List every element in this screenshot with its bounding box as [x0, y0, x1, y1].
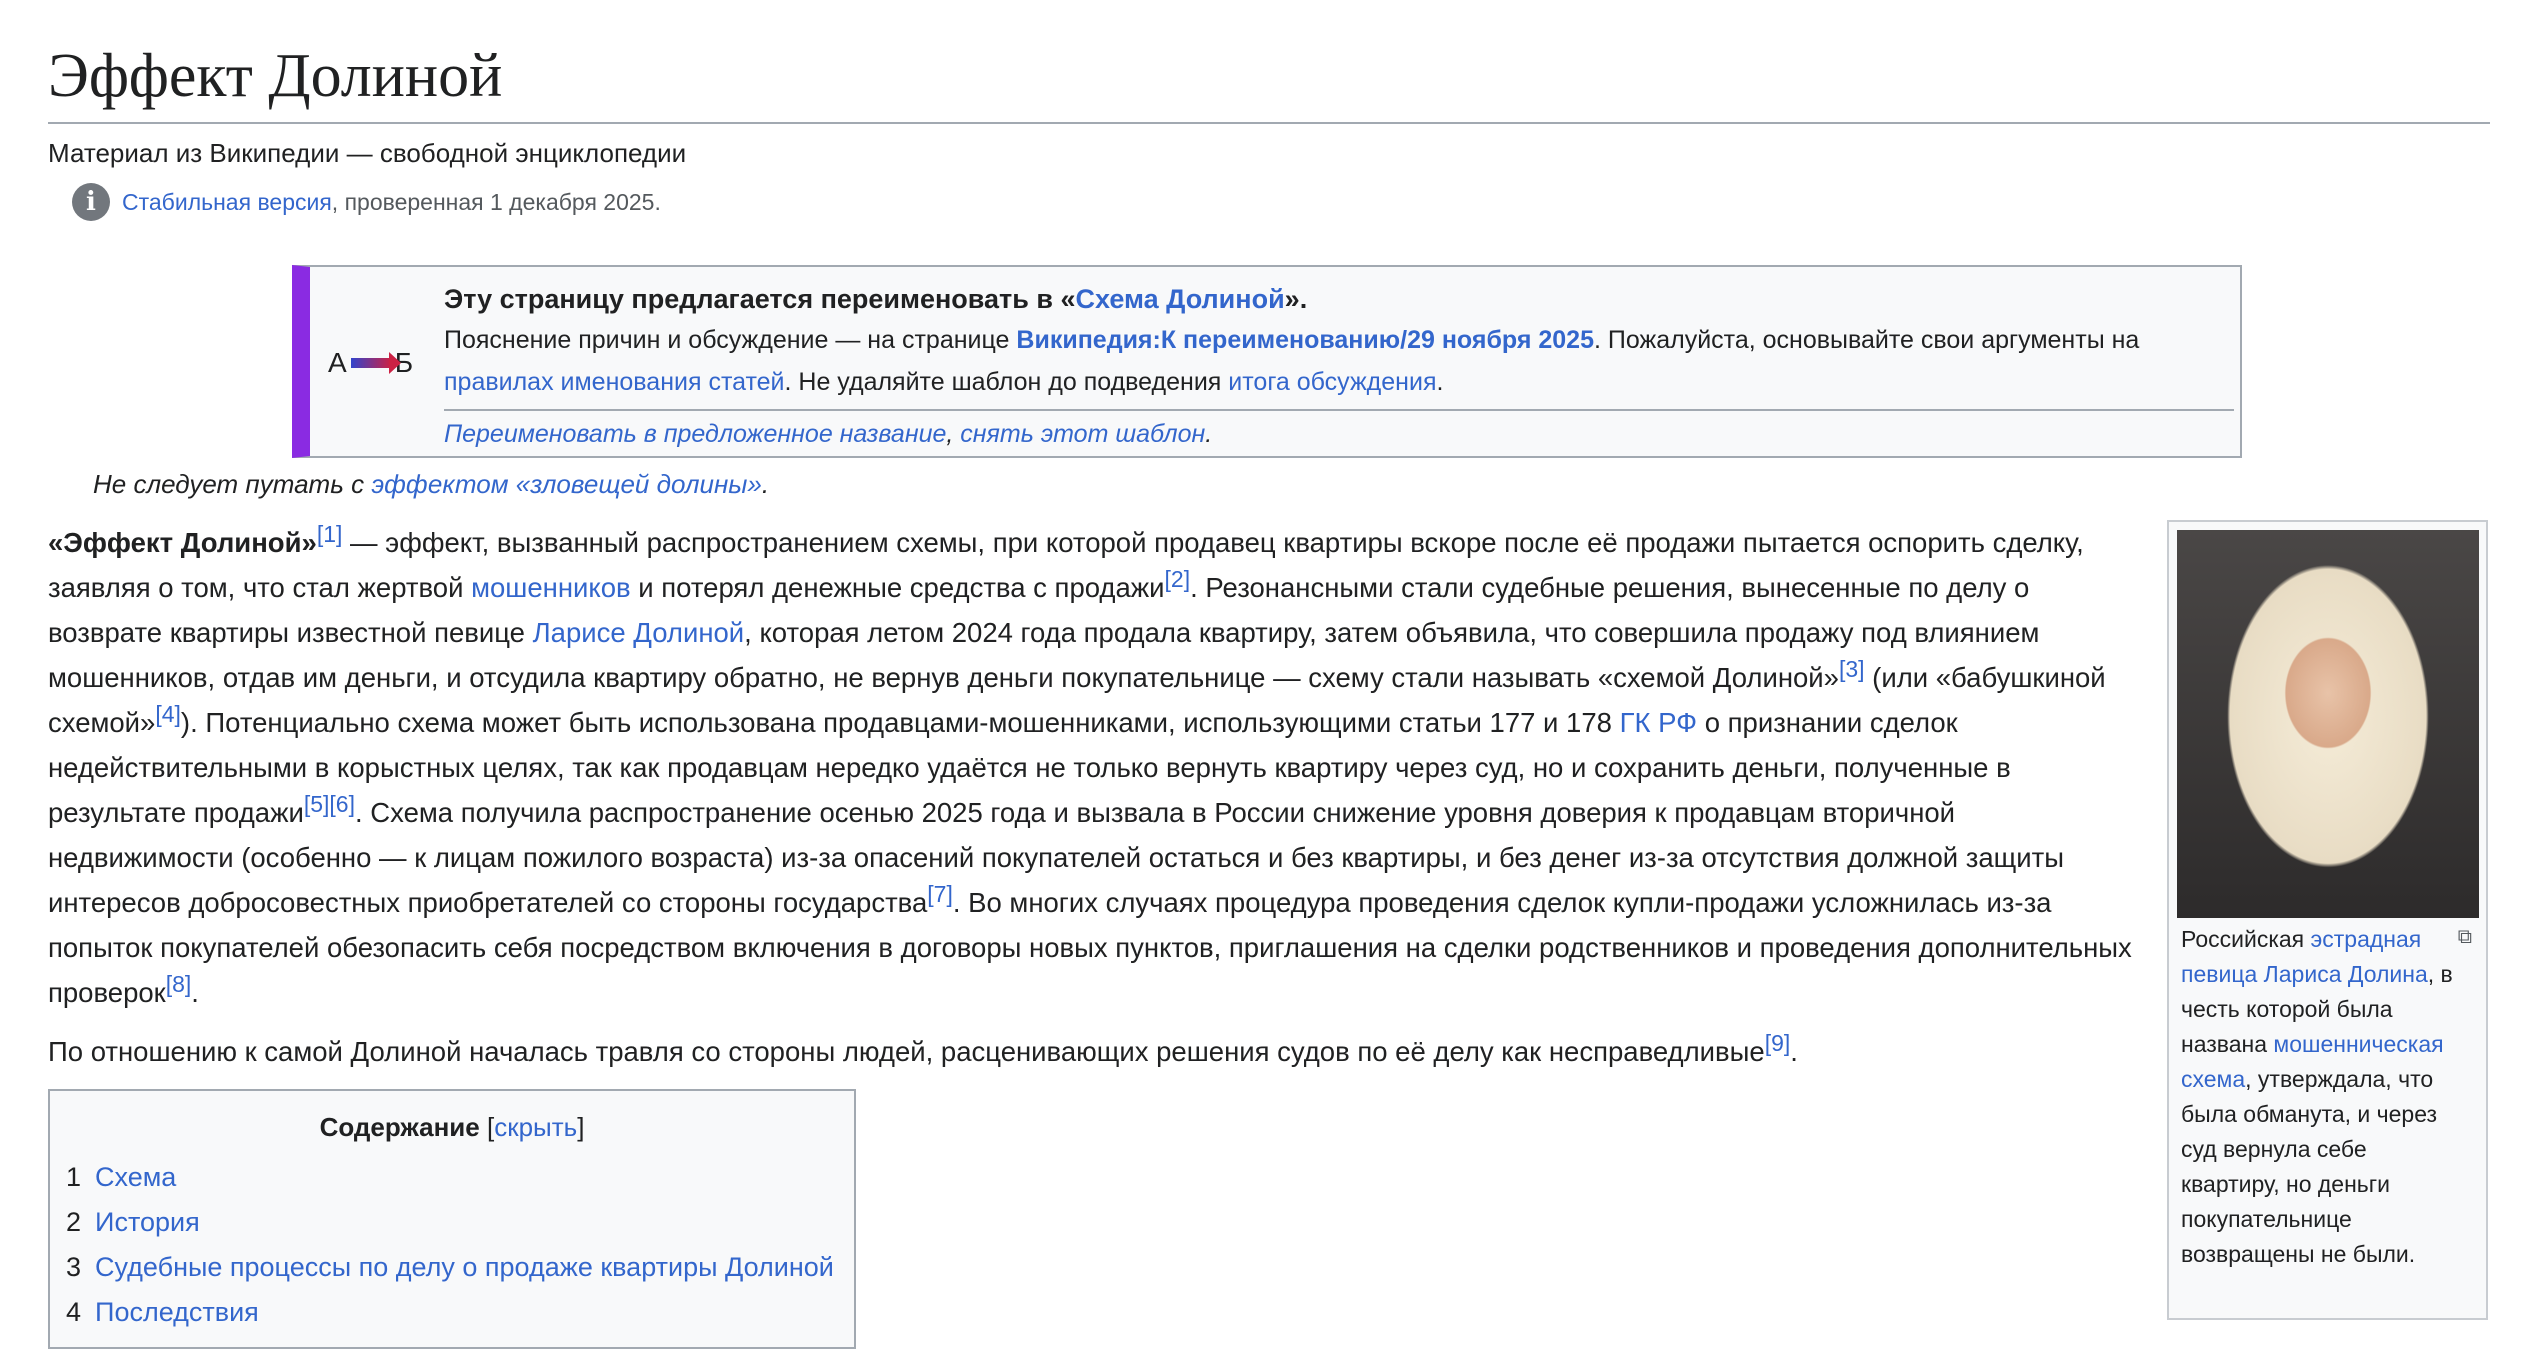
tagline: Материал из Википедии — свободной энциклопедии: [48, 138, 687, 168]
toc-hide-link[interactable]: скрыть: [494, 1112, 578, 1142]
pop-singer-link[interactable]: эстрадная певица: [2181, 926, 2422, 987]
arrow-right-icon: [351, 358, 391, 368]
stable-version-text: , проверенная 1 декабря 2025.: [331, 189, 661, 215]
ref-2[interactable]: [2]: [1164, 565, 1191, 592]
ref-5[interactable]: [5]: [303, 790, 330, 817]
civil-code-link[interactable]: ГК РФ: [1619, 707, 1698, 738]
ref-9[interactable]: [9]: [1764, 1029, 1791, 1056]
hatnote: Не следует путать с эффектом «зловещей долины».: [93, 469, 770, 499]
discussion-result-link[interactable]: итога обсуждения: [1228, 368, 1437, 396]
infobox-photo[interactable]: [2177, 530, 2479, 918]
rename-description: Пояснение причин и обсуждение — на странице Википедия:К переименованию/29 ноября 2025. Пожалуйста, основывайте свои аргументы на правилах именования статей. Не удаляйте шаблон до подведения итога обсуждения.: [444, 326, 2140, 396]
page-title: Эффект Долиной: [48, 36, 2490, 124]
article-lead: [48, 520, 2138, 1088]
rename-proposal-box: [292, 265, 2242, 458]
discussion-page-link[interactable]: Википедия:К переименованию/29 ноября 2025: [1016, 326, 1594, 354]
remove-template-link[interactable]: снять этот шаблон: [960, 420, 1206, 448]
larisa-dolina-link[interactable]: Ларисе Долиной: [532, 617, 745, 648]
rename-action-link[interactable]: Переименовать в предложенное название: [444, 420, 947, 448]
ref-8[interactable]: [8]: [165, 970, 192, 997]
table-of-contents: [48, 1089, 856, 1349]
fraud-scheme-link[interactable]: мошенническая схема: [2181, 1031, 2444, 1092]
ref-1[interactable]: [1]: [316, 520, 343, 547]
rename-heading: Эту страницу предлагается переименовать в «Схема Долиной».: [444, 284, 1308, 314]
toc-item[interactable]: 3 Судебные процессы по делу о продаже квартиры Долиной: [66, 1252, 834, 1282]
lead-paragraph-1: «Эффект Долиной»[1] — эффект, вызванный распространением схемы, при которой продавец квартиры вскоре после её продажи пытается оспорить сделку, заявляя о том, что стал жертвой мошенников и потерял денежные средства с продажи[2]. Резонансными стали судебные решения, вынесенные по делу о возврате квартиры известной певице Ларисе Долиной, которая летом 2024 года продала квартиру, затем объявила, что совершила продажу под влиянием мошенников, отдав им деньги, и отсудила квартиру обратно, не вернув деньги покупательнице — схему стали называть «схемой Долиной»[3] (или «бабушкиной схемой»[4]). Потенциально схема может быть использована продавцами-мошенниками, использующими статьи 177 и 178 ГК РФ о признании сделок недействительными в корыстных целях, так как продавцам нередко удаётся не только вернуть квартиру через суд, но и сохранить деньги, полученные в результате продажи[5][6]. Схема получила распространение осенью 2025 года и вызвала в России снижение уровня доверия к продавцам вторичной недвижимости (особенно — к лицам пожилого возраста) из-за опасений покупателей остаться и без квартиры, и без денег из-за отсутствия должной защиты интересов добросовестных приобретателей со стороны государства[7]. Во многих случаях процедура проведения сделок купли-продажи усложнилась из-за попыток покупателей обезопасить себя посредством включения в договоры новых пунктов, приглашения на сделки родственников и проведения дополнительных проверок[8].: [48, 520, 2132, 1008]
stable-version-link[interactable]: Стабильная версия: [122, 189, 332, 215]
ref-4[interactable]: [4]: [155, 700, 181, 727]
infobox-caption: Российская эстрадная певица Лариса Долина, в честь которой была названа мошенническая схема, утверждала, что была обманута, и через суд вернула себе квартиру, но деньги покупательнице возвращены не были.: [2181, 926, 2453, 1267]
enlarge-icon[interactable]: ⧉: [2457, 926, 2472, 948]
rename-actions: Переименовать в предложенное название, снять этот шаблон.: [444, 420, 1213, 448]
info-icon: i: [72, 183, 110, 221]
uncanny-valley-link[interactable]: эффектом «зловещей долины»: [371, 469, 762, 499]
toc-item[interactable]: 4 Последствия: [66, 1297, 259, 1327]
naming-rules-link[interactable]: правилах именования статей: [444, 368, 785, 396]
toc-item[interactable]: 2 История: [66, 1207, 200, 1237]
ref-7[interactable]: [7]: [927, 880, 953, 907]
lead-paragraph-2: По отношению к самой Долиной началась травля со стороны людей, расценивающих решения судов по её делу как несправедливые[9].: [48, 1029, 1798, 1067]
fraudsters-link[interactable]: мошенников: [471, 572, 631, 603]
infobox: [2167, 520, 2488, 1320]
proposed-name-link[interactable]: Схема Долиной: [1075, 284, 1285, 314]
caption-dolina-link[interactable]: Лариса Долина: [2263, 961, 2428, 987]
ref-6[interactable]: [6]: [329, 790, 355, 817]
stable-version-notice: [72, 182, 661, 222]
ref-3[interactable]: [3]: [1838, 655, 1865, 682]
toc-title: Содержание [скрыть]: [319, 1112, 585, 1142]
toc-item[interactable]: 1 Схема: [66, 1162, 177, 1192]
rename-icon: А Б: [328, 347, 414, 378]
